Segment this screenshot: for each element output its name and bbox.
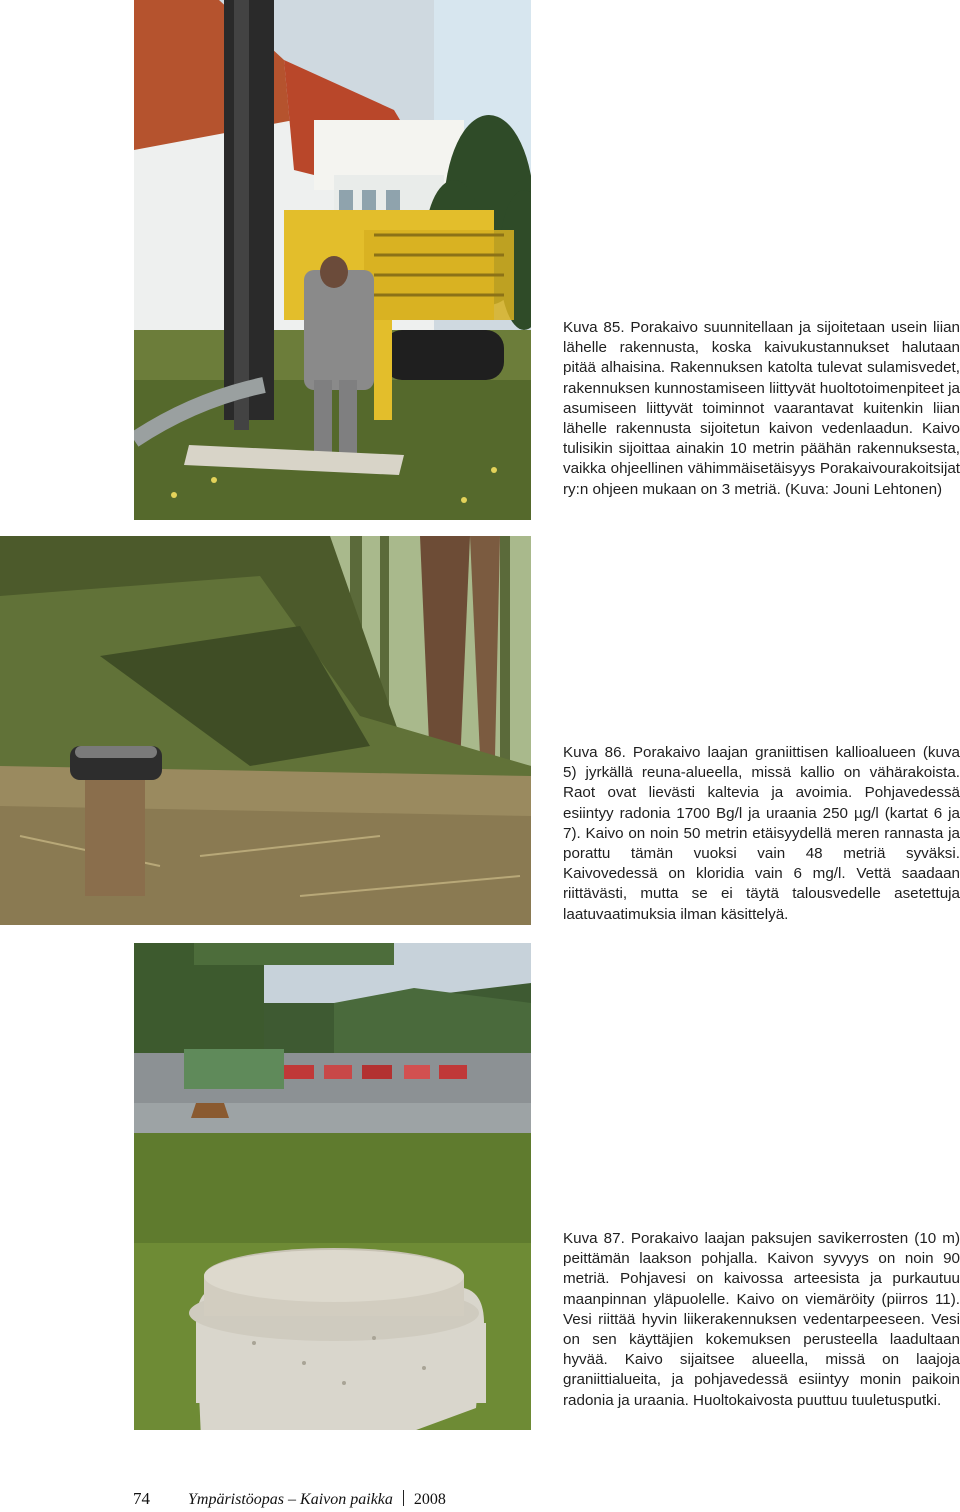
footer-separator <box>403 1490 404 1506</box>
figure-caption-kuva-85 <box>563 318 960 500</box>
figure-caption-kuva-86 <box>563 743 960 925</box>
page-footer <box>133 1488 446 1512</box>
publication-year: 2008 <box>413 1491 446 1508</box>
photo-rock-slope-well <box>0 536 531 925</box>
photo-drilling-rig <box>134 0 531 520</box>
caption-text: Kuva 85. Porakaivo suunnitellaan ja sijoitetaan usein liian lähelle rakennusta, koska kaivukustannukset halutaan pitää alhaisina. Rakennuksen katolta tulevat sulamisvedet, rakennuksen kunnostamiseen liittyvät huoltotoimenpiteet ja asumiseen liittyvät toiminnot vaarantavat kuitenkin liian lähelle rakennusta sijoitetun kaivon vedenlaadun. Kaivo tulisikin sijoittaa ainakin 10 metrin päähän rakennuksesta, vaikka ohjeellinen vähimmäisetäisyys Porakaivourakoitsijat ry:n ohjeen mukaan on 3 metriä. (Kuva: Jouni Lehtonen) <box>563 319 960 498</box>
caption-text: Kuva 87. Porakaivo laajan paksujen savikerrosten (10 m) peittämän laakson pohjalla. Kaivon syvyys on noin 90 metriä. Pohjavesi on kaivossa arteesista ja purkautuu maanpinnan yläpuolelle. Kaivo on viemäröity (piirros 11). Vesi riittää hyvin liikerakennuksen vedentarpeeseen. Vesi on sen käyttäjien kokemuksen perusteella laadultaan hyvää. Kaivo sijaitsee alueella, missä on laajoja graniittialueita, ja pohjavedessä esiintyy monin paikoin radonia ja uraania. Huoltokaivosta puuttuu tuuletusputki. <box>563 1230 960 1409</box>
figure-caption-kuva-87 <box>563 1229 960 1411</box>
caption-text: Kuva 86. Porakaivo laajan graniittisen kallioalueen (kuva 5) jyrkällä reuna-alueella, missä kallio on vähärakoista. Raot ovat lievästi kaltevia ja avoimia. Pohjavedessä esiintyy radonia 1700 Bg/l ja uraania 250 µg/l (kartat 6 ja 7). Kaivo on noin 50 metrin etäisyydellä meren rannasta ja porattu tämän vuoksi vain 48 metriä syväksi. Kaivovedessä on kloridia vain 6 mg/l. Vettä saadaan riittävästi, mutta se ei täytä talousvedelle asetettuja laatuvaatimuksia ilman käsittelyä. <box>563 744 960 923</box>
photo-concrete-well-field <box>134 943 531 1430</box>
book-title: Ympäristöopas – Kaivon paikka <box>188 1491 393 1508</box>
page-number: 74 <box>133 1489 150 1508</box>
